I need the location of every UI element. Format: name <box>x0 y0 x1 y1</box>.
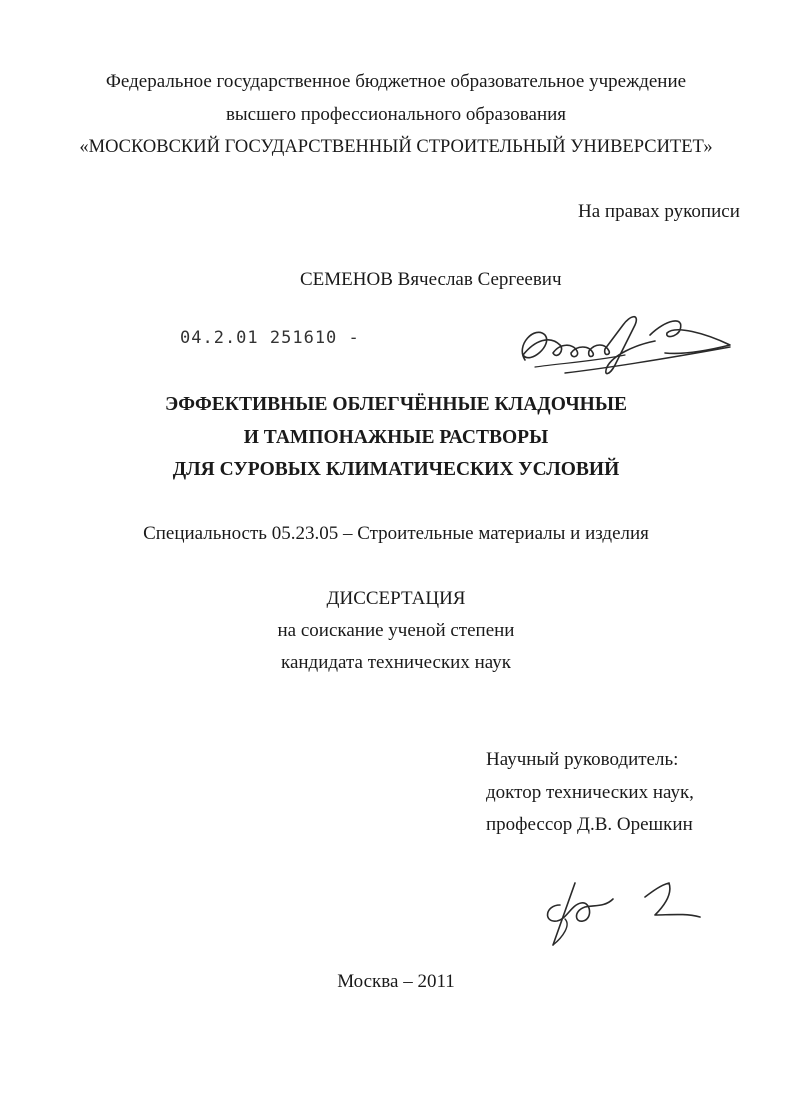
supervisor-signature <box>535 875 705 950</box>
title-line-2: И ТАМПОНАЖНЫЕ РАСТВОРЫ <box>243 427 549 448</box>
supervisor-name: профессор Д.В. Орешкин <box>486 814 693 835</box>
author-name: СЕМЕНОВ Вячеслав Сергеевич <box>300 269 562 290</box>
institution-name: «МОСКОВСКИЙ ГОСУДАРСТВЕННЫЙ СТРОИТЕЛЬНЫЙ УНИВЕРСИТЕТ» <box>79 137 713 157</box>
supervisor-degree: доктор технических наук, <box>486 782 694 803</box>
degree-line-1: на соискание ученой степени <box>277 620 515 641</box>
registration-stamp: 04.2.01 251610 - <box>180 328 360 348</box>
specialty: Специальность 05.23.05 – Строительные материалы и изделия <box>143 523 649 544</box>
dissertation-label: ДИССЕРТАЦИЯ <box>326 588 466 609</box>
supervisor-label: Научный руководитель: <box>486 749 679 770</box>
degree-line-2: кандидата технических наук <box>281 652 511 673</box>
institution-line-2: высшего профессионального образования <box>225 104 567 125</box>
title-line-3: ДЛЯ СУРОВЫХ КЛИМАТИЧЕСКИХ УСЛОВИЙ <box>172 459 620 480</box>
rights-note: На правах рукописи <box>578 201 740 222</box>
title-line-1: ЭФФЕКТИВНЫЕ ОБЛЕГЧЁННЫЕ КЛАДОЧНЫЕ <box>164 394 628 415</box>
city-year: Москва – 2011 <box>337 971 455 992</box>
institution-line-1: Федеральное государственное бюджетное образовательное учреждение <box>105 71 687 92</box>
author-signature <box>505 305 745 385</box>
